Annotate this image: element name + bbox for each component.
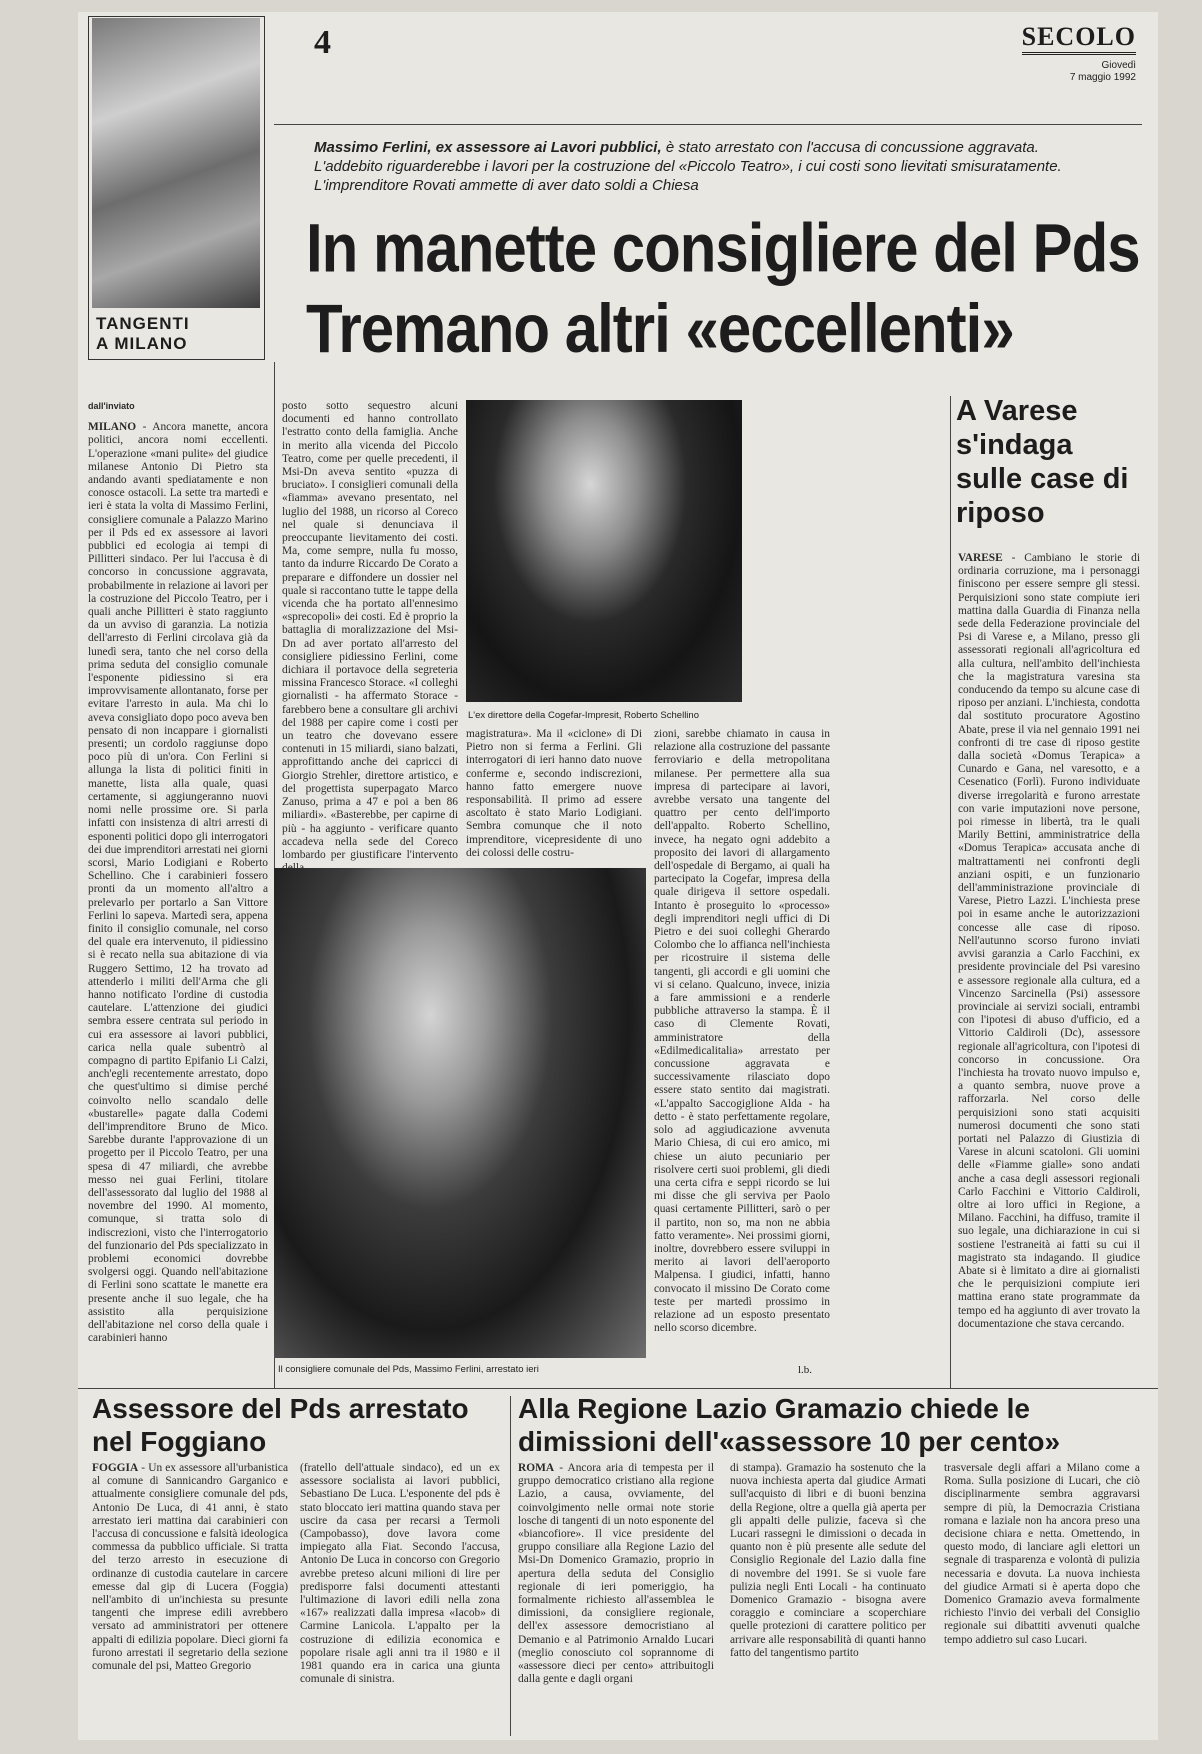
signature: l.b.: [798, 1364, 813, 1376]
section-tag-frame: [88, 16, 265, 360]
lazio-col-3-text: trasversale degli affari a Milano come a Roma. Sulla posizione di Lucari, che ciò disciplinarmente sembra aggravarsi sempre di più, la Democrazia Cristiana romana e laziale non ha ancora preso una decisione chiara e netta. Omettendo, in questo modo, di lanciare agli elettori un segnale di trasparenza e volontà di pulizia necessaria e dovuta. La nuova inchiesta del giudice Armati si è aperta dopo che Domenico Gramazio aveva formalmente richiesto l'invio dei verbali del Consiglio regionale sui dibattiti avvenuti qualche tempo addietro sul caso Lucari.: [944, 1462, 1140, 1646]
foggia-headline: Assessore del Pds arrestato nel Foggiano: [92, 1393, 469, 1457]
bottom-rule-main: [78, 1388, 1158, 1389]
kicker-rest: è stato arrestato con l'accusa di concussione aggravata. L'addebito riguarderebbe i lavori per la costruzione del «Piccolo Teatro», i cui costi sono lievitati smisuratamente. L'imprenditore Rovati ammette di aver dato soldi a Chiesa: [314, 139, 1062, 194]
main-col-1: dall'inviato MILANO - Ancora manette, ancora politici, ancora nomi eccellenti. L'operazione «mani pulite» del giudice milanese Antonio Di Pietro sta andando avanti spediatamente e non conosce ostacoli. La sette tra martedì e ieri è stata la volta di Massimo Ferlini, consigliere comunale a Palazzo Marino per il Pds ed ex assessore ai lavori pubblici ed ecologia ai tempi di Pillitteri sindaco. Per lui l'accusa è di concorso in concussione aggravata, probabilmente in relazione ai lavori per la costruzione del Piccolo Teatro, per i quali anche Pillitteri è stato raggiunto da un avviso di garanzia. La notizia dell'arresto di Ferlini circolava già da lunedì sera, tanto che nel corso della prima seduta del consiglio comunale l'esponente pidiessino si era improvvisamente allontanato, forse per evitare l'arresto in aula. Ma chi lo aveva consigliato dopo poco aveva ben pensato di non incappare i giornalisti presenti; un cordolo raggiunse dopo poco più di un'ora. Con Ferlini si allunga la lista di politici finiti in manette, lista alla quale, quasi certamente, si aggiungeranno nuovi nomi nelle prossime ore. Si parla infatti con insistenza di altri arresti di esponenti politici dopo gli interrogatori dei due imprenditori arrestati nei giorni scorsi, Mario Lodigiani e Roberto Schellino. Che i carabinieri fossero pronti da un momento all'altro a prelevarlo per portarlo a San Vittore Ferlini lo sapeva. Martedì sera, appena finito il consiglio comunale, nel corso del quale era intervenuto, il pidiessino si è recato nella sua abitazione di via Ruggero Settimo, 12 ha trovato ad attenderlo i militi dell'Arma che gli hanno notificato l'ordine di custodia cautelare. L'attenzione dei giudici sembra essere centrata sul periodo in cui era assessore ai lavori pubblici, carica nella quale subentrò al compagno di partito Epifanio Li Calzi, anch'egli recentemente arrestato, dopo che quest'ultimo si dimise perché coinvolto nello scandalo delle «bustarelle» pagate dalla Codemi dell'imprenditore Bruno de Mico. Sarebbe durante l'approvazione di un progetto per il Piccolo Teatro, per una spesa di 47 miliardi, che avrebbe messo nei guai Ferlini, titolare dell'assessorato dal luglio del 1988 al novembre del 1990. Al momento, comunque, si tratta solo di indiscrezioni, visto che l'interrogatorio del funzionario del Pds specializzato in problemi economici dovrebbe svolgersi oggi. Quando nell'abitazione di Ferlini sono scattate le manette era presente anche il suo legale, che ha assistito alla perquisizione dell'abitazione nel corso della quale i carabinieri hanno: [88, 401, 268, 1345]
foggia-col-1: FOGGIA - Un ex assessore all'urbanistica al comune di Sannicandro Garganico e attualmente consigliere comunale del pds, Antonio De Luca, di 41 anni, è stato arrestato ieri mattina dai carabinieri con l'accusa di concussione e falsità ideologica commessa da pubblico ufficiale. Si tratta del terzo arresto in esecuzione di ordinanze di custodia cautelare in carcere emesse dal gip di Lucera (Foggia) nell'ambito di un'inchiesta su presunte tangenti che imprese edili avrebbero versato ad amministratori per ottenere appalti di edilizia popolare. Dieci giorni fa furono arrestati il segretario della sezione comunale del psi, Matteo Gregorio: [92, 1462, 289, 1673]
headline-line1: In manette consigliere del Pds: [306, 209, 1140, 287]
section-tag: [96, 314, 190, 354]
varese-body: VARESE - Cambiano le storie di ordinaria corruzione, ma i personaggi finiscono per essere sempre gli stessi. Perquisizioni sono state compiute ieri mattina dalla Guardia di Finanza nella sede della Federazione provinciale del Psi di Varese e, a Milano, presso gli assessorati regionali all'agricoltura ed alla cultura, nell'ambito dell'inchiesta che la magistratura varesina sta conducendo da tempo su alcune case di riposo per anziani. L'inchiesta, condotta dal sostituto procuratore Agostino Abate, prese il via nel gennaio 1991 nei confronti di tre case di riposo gestite dalla società «Domus Terapica» a Cunardo e Gana, nel varesotto, e a Cesenatico (Forlì). Furono individuate diverse irregolarità e furono arrestate con varie imputazioni nove persone, poi rimesse in libertà, tra le quali Marily Bettini, amministratrice della «Domus Terapica» accusata anche di maltrattamenti nei confronti degli anziani ospiti, e un funzionario dell'amministrazione provinciale di Varese, Pietro Lazzi. L'inchiesta prese poi in esame anche le autorizzazioni concesse alle case di riposo. Nell'autunno scorso furono inviati avvisi garanzia a Carlo Facchini, ex presidente provinciale del Psi varesino e assessore regionale alla cultura, ed a Vincenzo Sarcinella (Psi) assessore provinciale ai servizi sociali, entrambi con l'ipotesi di abuso d'ufficio, ed a Vittorio Caldiroli (Dc), assessore regionale all'agricoltura, con l'ipotesi di concorso in concussione. Ora l'inchiesta ha trovato nuovo impulso e, a quanto sembra, nuove prove a rafforzarla. Nel corso delle perquisizioni sono stati acquisiti numerosi documenti che sono stati portati nel Palazzo di Giustizia di Varese in alcuni scatoloni. Gli uomini delle «Fiamme gialle» sono andati anche a casa degli assessori regionali Carlo Facchini e Vittorio Caldiroli, oltre ai loro uffici in Regione, a Milano. Facchini, ha diffuso, tramite il suo legale, una dichiarazione in cui si sostiene l'estraneità ai fatti su cui il magistrato sta indagando. Il giudice Abate si è limitato a dire ai giornalisti che le perquisizioni compiute ieri mattina erano state programmate da tempo ed ha aggiunto di aver trovato la documentazione che stava cercando.: [958, 552, 1140, 1330]
headline-line2: Tremano altri «eccellenti»: [306, 289, 1014, 367]
foggia-col-1-text: Un ex assessore all'urbanistica al comune di Sannicandro Garganico e attualmente consigliere comunale del pds, Antonio De Luca, di 41 anni, è stato arrestato ieri mattina dai carabinieri con l'accusa di concussione e falsità ideologica commessa da pubblico ufficiale. Si tratta del terzo arresto in esecuzione di ordinanze di custodia cautelare in carcere emesse dal gip di Lucera (Foggia) nell'ambito di un'inchiesta su presunte tangenti che imprese edili avrebbero versato ad amministratori per ottenere appalti di edilizia popolare. Dieci giorni fa furono arrestati il segretario della sezione comunale del psi, Matteo Gregorio: [92, 1462, 289, 1673]
lazio-col-2: [730, 1462, 926, 1734]
dateline-milano: MILANO: [88, 421, 137, 434]
issue-date: 7 maggio 1992: [1069, 72, 1136, 83]
varese-headline: A Varese s'indaga sulle case di riposo: [956, 395, 1129, 529]
top-rule: [274, 124, 1142, 125]
varese-text: Cambiano le storie di ordinaria corruzione, ma i personaggi finiscono per essere sempre gli stessi. Perquisizioni sono state compiute ieri mattina dalla Guardia di Finanza nella sede della Federazione provinciale del Psi di Varese e, a Milano, presso gli assessorati regionali all'agricoltura ed alla cultura, nell'ambito dell'inchiesta che la magistratura varesina sta conducendo da tempo su alcune case di riposo per anziani. L'inchiesta, condotta dal sostituto procuratore Agostino Abate, prese il via nel gennaio 1991 nei confronti di tre case di riposo gestite dalla società «Domus Terapica» a Cunardo e Gana, nel varesotto, e a Cesenatico (Forlì). Furono individuate diverse irregolarità e furono arrestate con varie imputazioni nove persone, poi rimesse in libertà, tra le quali Marily Bettini, amministratrice della «Domus Terapica» accusata anche di maltrattamenti nei confronti degli anziani ospiti, e un funzionario dell'amministrazione provinciale di Varese, Pietro Lazzi. L'inchiesta prese poi in esame anche le autorizzazioni concesse alle case di riposo. Nell'autunno scorso furono inviati avvisi garanzia a Carlo Facchini, ex presidente provinciale del Psi varesino e assessore regionale alla cultura, ed a Vincenzo Sarcinella (Psi) assessore provinciale ai servizi sociali, entrambi con l'ipotesi di abuso d'ufficio, ed a Vittorio Caldiroli (Dc), assessore regionale all'agricoltura, con l'ipotesi di concorso in concussione. Ora l'inchiesta ha trovato nuovo impulso e, a quanto sembra, nuove prove a rafforzarla. Nel corso delle perquisizioni sono stati acquisiti numerosi documenti che sono stati portati nel Palazzo di Giustizia di Varese in alcuni scatoloni. Gli uomini delle «Fiamme gialle» sono andati anche a casa degli assessori regionali Carlo Facchini e Vittorio Caldiroli, oltre ai loro uffici in Regione, a Milano. Facchini, ha diffuso, tramite il suo legale, una dichiarazione in cui si sostiene l'estraneità ai fatti su cui il magistrato sta indagando. Il giudice Abate si è limitato a dire ai giornalisti che le perquisizioni compiute ieri mattina erano state programmate da tempo ed ha aggiunto di aver trovato la documentazione che stava cercando.: [958, 552, 1140, 1330]
photo-ferlini-caption: Il consigliere comunale del Pds, Massimo Ferlini, arrestato ieri: [278, 1364, 539, 1375]
photo-ferlini: [274, 868, 646, 1358]
col-rule-varese: [950, 396, 951, 1388]
page-number: 4: [314, 24, 331, 61]
lazio-col-1-text: Ancora aria di tempesta per il gruppo democratico cristiano alla regione Lazio, a causa, ovviamente, del coinvolgimento nelle ormai note storie losche di tangenti di un noto esponente del «biancofiore». Il vice presidente del gruppo consiliare alla Regione Lazio del Msi-Dn Domenico Gramazio, proprio in apertura della seduta del Consiglio regionale di ieri pomeriggio, ha formalmente richiesto all'assemblea le dimissioni, da consigliere regionale, dell'ex assessore democristiano al Demanio e al Patrimonio Arnaldo Lucari (meglio conosciuto col soprannome di «assessore dieci per cento» attribuitogli dalla gente e dagli organi: [518, 1462, 714, 1686]
kicker: [314, 138, 1094, 195]
section-tag-line2: A MILANO: [96, 334, 188, 353]
weekday: Giovedì: [1101, 60, 1136, 71]
main-col-1-text: Ancora manette, ancora politici, ancora nomi eccellenti. L'operazione «mani pulite» del giudice milanese Antonio Di Pietro sta andando avanti spediatamente e non conosce ostacoli. La sette tra martedì e ieri è stata la volta di Massimo Ferlini, consigliere comunale a Palazzo Marino per il Pds ed ex assessore ai lavori pubblici ed ecologia ai tempi di Pillitteri sindaco. Per lui l'accusa è di concorso in concussione aggravata, probabilmente in relazione ai lavori per la costruzione del Piccolo Teatro, per i quali anche Pillitteri è stato raggiunto da un avviso di garanzia. La notizia dell'arresto di Ferlini circolava già da lunedì sera, tanto che nel corso della prima seduta del consiglio comunale l'esponente pidiessino si era improvvisamente allontanato, forse per evitare l'arresto in aula. Ma chi lo aveva consigliato dopo poco aveva ben pensato di non incappare i giornalisti presenti; un cordolo raggiunse dopo poco più di un'ora. Con Ferlini si allunga la lista di politici finiti in manette, lista alla quale, quasi certamente, si aggiungeranno nuovi nomi nelle prossime ore. Si parla infatti con insistenza di altri arresti di esponenti politici dopo gli interrogatori dei due imprenditori arrestati nei giorni scorsi, Mario Lodigiani e Roberto Schellino. Che i carabinieri fossero pronti da un momento all'altro a prelevarlo per portarlo a San Vittore Ferlini lo sapeva. Martedì sera, appena finito il consiglio comunale, nel corso del quale era intervenuto, il pidiessino si è recato nella sua abitazione di via Ruggero Settimo, 12 ha trovato ad attenderlo i militi dell'Arma che gli hanno notificato l'ordine di custodia cautelare. L'attenzione dei giudici sembra essere centrata sul periodo in cui era assessore ai lavori pubblici, carica nella quale subentrò al compagno di partito Epifanio Li Calzi, anch'egli recentemente arrestato, dopo che quest'ultimo si dimise perché coinvolto nello scandalo delle «bustarelle» pagate dalla Codemi dell'imprenditore Bruno de Mico. Sarebbe durante l'approvazione di un progetto per il Piccolo Teatro, per una spesa di 47 miliardi, che avrebbe messo nei guai Ferlini, titolare dell'assessorato dal luglio del 1988 al novembre del 1990. Al momento, comunque, si tratta solo di indiscrezioni, visto che l'interrogatorio del funzionario del Pds specializzato in problemi economici dovrebbe svolgersi oggi. Quando nell'abitazione di Ferlini sono scattate le manette era presente anche il suo legale, che ha assistito alla perquisizione dell'abitazione nel corso della quale i carabinieri hanno: [88, 421, 268, 1345]
photo-schellino: [466, 400, 742, 702]
main-col-2-text: posto sotto sequestro alcuni documenti ed hanno controllato l'estratto conto della famiglia. Anche in merito alla vicenda del Piccolo Teatro, come per quelle precedenti, il Msi-Dn aveva sentito «puzza di bruciato». I consiglieri comunali della «fiamma» avevano presentato, nel luglio del 1988, un ricorso al Coreco nel quale si denunciava il preoccupante lievitamento dei costi. Ma, come sempre, nulla fu mosso, tanto da indurre Riccardo De Corato a preparare e diffondere un dossier nel quale si raccontano tutte le tappe della vicenda che ha portato all'ennesimo «sprecopoli» dei costi. Ed è proprio la battaglia di moralizzazione del Msi-Dn ad aver portato all'arresto del consigliere pidiessino Ferlini, come dichiara il portavoce della segreteria missina Francesco Storace. «I colleghi giornalisti - ha affermato Storace - farebbero bene a consultare gli archivi del 1988 per capire come i costi per un teatro che dovevano essere contenuti in 15 miliardi, siano balzati, approfittando anche dei capricci di Giorgio Strehler, direttore artistico, e del progettista superpagato Marco Zanuso, prima a 47 e poi a ben 86 miliardi». «Basterebbe, per capirne di più - ha aggiunto - verificare quanto accadeva nella sede del Coreco lombardo per giustificare l'intervento: [282, 400, 458, 861]
main-headline: [306, 208, 1146, 369]
main-col-2: [282, 400, 458, 860]
dateline-foggia: FOGGIA: [92, 1462, 139, 1474]
lazio-col-2-text: di stampa). Gramazio ha sostenuto che la nuova inchiesta aperta dal giudice Armati sull'acquisto di libri e di buoni benzina della Regione, oltre a quella già aperta per gli appalti delle pulizie, faceva sì che Lucari rassegni le dimissioni o decada in quanto non è più presente alle sedute del Consiglio Regionale del Lazio dalla fine di novembre del 1991. Se si vuole fare pulizia negli Enti Locali - ha continuato Domenico Gramazio - bisogna avere coraggio e cominciare a scoperchiare quelle protezioni di carattere politico per arrivare alle responsabilità di quanti hanno fatto del tangentismo partito: [730, 1462, 926, 1659]
dateline-varese: VARESE: [958, 552, 1003, 564]
main-col-4-text: zioni, sarebbe chiamato in causa in relazione alla costruzione del passante ferroviario e della metropolitana milanese. Per permettere alla sua impresa di partecipare ai lavori, avrebbe versato una tangente del quattro per cento dell'importo dell'appalto. Roberto Schellino, invece, ha negato ogni addebito a proposito dei lavori di allargamento dell'ospedale di Bergamo, ai quali ha partecipato la Cogefar, impresa della quale dirigeva il settore ospedali. Intanto è proseguito lo «processo» degli imprenditori negli uffici di Di Pietro e dei suoi colleghi Gherardo Colombo che lo affianca nell'inchiesta per ricostruire il sistema delle tangenti, gli accordi e gli uomini che vi si celano. Qualcuno, invece, inizia a fare ammissioni e a renderle pubbliche attraverso la stampa. È il caso di Clemente Rovati, amministratore della «Edilmedicalitalia» arrestato per concussione aggravata e successivamente rilasciato dopo essere stato sentito dai magistrati. «L'appalto Saccogiglione Alda - ha detto - è stato perfettamente regolare, solo ad aggiudicazione avvenuta Mario Chiesa, di cui ero amico, mi chiese un aiuto pecuniario per risolvere certi suoi problemi, gli diedi una certa cifra e seppi ricordo se lui mi disse che gli serviva per Paolo quasi certamente Pillitteri, sarò o per il partito, non so, ma non ne abbia fatto veramente». Nei prossimi giorni, inoltre, dovrebbero essere sviluppi in merito ai lavori dell'aeroporto Malpensa. I giudici, infatti, hanno convocato il missino De Corato come teste per martedì prossimo in relazione ad un esposto presentato nello scorso dicembre.: [654, 728, 830, 1335]
bottom-col-rule: [510, 1396, 511, 1736]
lazio-headline: Alla Regione Lazio Gramazio chiede le dimissioni dell'«assessore 10 per cento»: [518, 1393, 1061, 1457]
kicker-bold: Massimo Ferlini, ex assessore ai Lavori pubblici,: [314, 139, 662, 156]
dateline-roma: ROMA: [518, 1462, 555, 1474]
main-col-4: [654, 728, 830, 1368]
lazio-col-3: [944, 1462, 1140, 1734]
newspaper-page: [78, 12, 1158, 1740]
foggia-col-2-text: (fratello dell'attuale sindaco), ed un ex assessore socialista ai lavori pubblici, Sebastiano De Luca. L'esponente del pds è stato bloccato ieri mattina quando stava per uscire da casa per recarsi a Termoli (Campobasso), dove lavora come impiegato alla Fiat. Secondo l'accusa, Antonio De Luca in concorso con Gregorio avrebbe preteso alcuni milioni di lire per predisporre falsi documenti attestanti l'ultimazione di lavori edili nella zona «167» realizzati dalla impresa «Iacob» di Carmine Lanicola. L'appalto per la costruzione di edilizia economica e popolare risale agli anni tra il 1980 e il 1981 quando era in carica una giunta comunale di sinistra.: [300, 1462, 500, 1686]
foggia-col-2: [300, 1462, 500, 1734]
masthead: SECOLO: [1022, 22, 1136, 55]
main-col-3-text: magistratura». Ma il «ciclone» di Di Pietro non si ferma a Ferlini. Gli interrogatori di ieri hanno dato nuove conferme e, secondo indiscrezioni, hanno fatto emergere nuove responsabilità. Il primo ad essere ascoltato è stato Mario Lodigiani. Sembra comunque che il noto imprenditore, vicepresidente di uno dei colossi delle costru-: [466, 728, 642, 859]
byline: dall'inviato: [88, 401, 135, 411]
lazio-col-1: ROMA - Ancora aria di tempesta per il gruppo democratico cristiano alla regione Lazio, a causa, ovviamente, del coinvolgimento nelle ormai note storie losche di tangenti di un noto esponente del «biancofiore». Il vice presidente del gruppo consiliare alla Regione Lazio del Msi-Dn Domenico Gramazio, proprio in apertura della seduta del Consiglio regionale di ieri pomeriggio, ha formalmente richiesto all'assemblea le dimissioni, da consigliere regionale, dell'ex assessore democristiano al Demanio e al Patrimonio Arnaldo Lucari (meglio conosciuto col soprannome di «assessore dieci per cento» attribuitogli dalla gente e dagli organi: [518, 1462, 714, 1686]
photo-schellino-caption: L'ex direttore della Cogefar-Impresit, Roberto Schellino: [468, 710, 699, 721]
main-col-3: [466, 728, 642, 864]
section-tag-line1: TANGENTI: [96, 314, 190, 333]
